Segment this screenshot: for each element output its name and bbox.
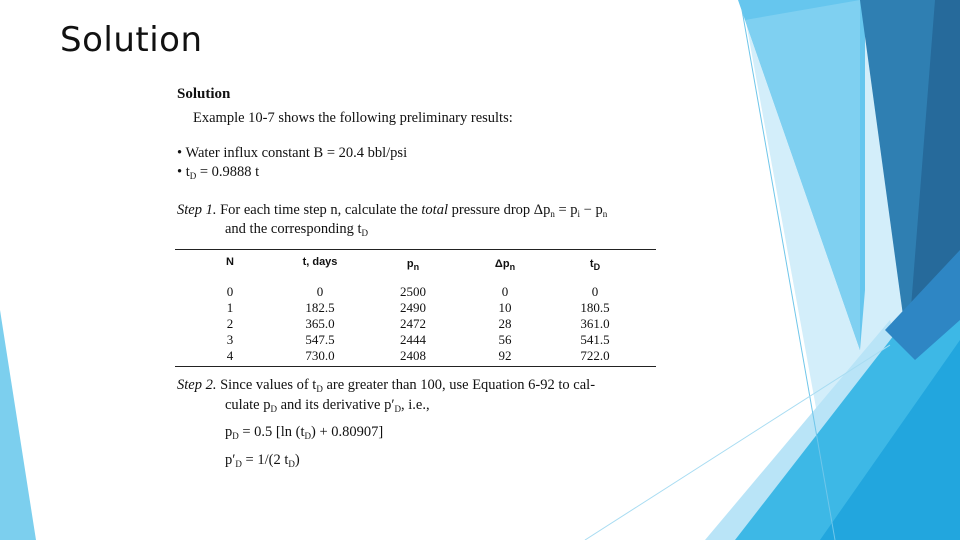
- cell-n: 4: [226, 348, 234, 363]
- col-header-pn: $p_n$: [406, 258, 420, 272]
- cell-t-days: 0: [316, 284, 324, 299]
- cell-td: 0: [591, 284, 599, 299]
- cell-delta-pn: 92: [498, 348, 512, 363]
- bullet-influx: • Water influx constant B = 20.4 bbl/psi: [177, 145, 408, 161]
- equation-pd: $p_D = 0.5$ [ln $(t_D) + 0.80907$]: [225, 424, 384, 441]
- cell-pn: 2490: [400, 300, 426, 315]
- cell-t-days: 730.0: [305, 348, 335, 363]
- slide-title: Solution: [60, 20, 203, 60]
- table-bottom-rule: [175, 366, 656, 367]
- cell-t-days: 547.5: [305, 332, 335, 347]
- cell-t-days: 182.5: [305, 300, 335, 315]
- step1-line2: and the corresponding $t_D$: [225, 221, 369, 238]
- cell-delta-pn: 56: [498, 332, 512, 347]
- intro-text: Example 10-7 shows the following preliminary results:: [193, 110, 513, 126]
- cell-td: 722.0: [580, 348, 610, 363]
- cell-n: 2: [226, 316, 234, 331]
- cell-pn: 2444: [400, 332, 426, 347]
- excerpt-heading: Solution: [177, 86, 231, 102]
- cell-t-days: 365.0: [305, 316, 335, 331]
- cell-n: 1: [226, 300, 234, 315]
- col-header-n: N: [226, 256, 234, 268]
- col-header-t-days: t, days: [302, 256, 338, 268]
- cell-delta-pn: 28: [498, 316, 512, 331]
- cell-n: 3: [226, 332, 234, 347]
- cell-delta-pn: 0: [501, 284, 509, 299]
- step2-line1: Step 2. Since values of $t_D$ are greater than 100, use Equation 6-92 to cal-: [177, 377, 596, 394]
- table-top-rule: [175, 249, 656, 250]
- cell-pn: 2408: [400, 348, 426, 363]
- cell-n: 0: [226, 284, 234, 299]
- col-header-td: $t_D$: [589, 258, 601, 272]
- bullet-td: • $t_D = 0.9888$ t: [177, 164, 260, 181]
- cell-td: 541.5: [580, 332, 610, 347]
- left-edge-shape: [0, 310, 36, 540]
- step2-line2: culate $p_D$ and its derivative $p'_D$, i.e.,: [225, 397, 430, 414]
- equation-pd-derivative: $p'_D = 1/(2$ $t_D$): [225, 452, 300, 469]
- cell-pn: 2472: [400, 316, 426, 331]
- col-header-delta-pn: $\Delta p_n$: [494, 258, 516, 272]
- cell-td: 180.5: [580, 300, 610, 315]
- textbook-excerpt: [175, 84, 657, 484]
- cell-td: 361.0: [580, 316, 610, 331]
- cell-pn: 2500: [400, 284, 426, 299]
- step1-line1: Step 1. For each time step n, calculate the total pressure drop $\Delta p_n = p_i - p_n$: [177, 202, 608, 219]
- cell-delta-pn: 10: [498, 300, 512, 315]
